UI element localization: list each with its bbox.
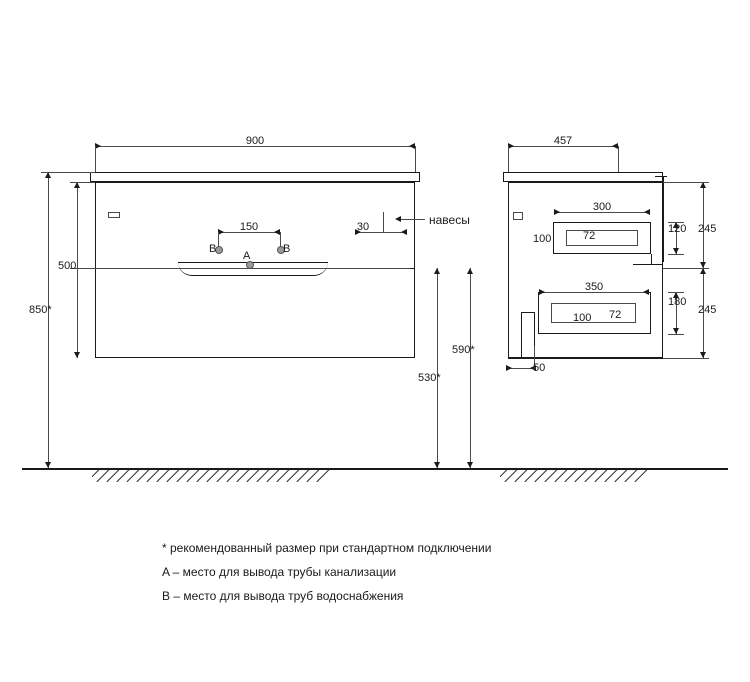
leg-bracket-v [521,312,522,358]
lower-drawer-inner [551,303,636,323]
dim-arrow-up-530 [434,268,440,274]
label-A-drain: A [243,250,251,262]
legend-line-2: A – место для вывода трубы канализации [162,565,397,579]
legend-line-1: * рекомендованный размер при стандартном подключении [162,541,492,555]
leg-bracket-h-top [521,312,534,313]
dim-label-245-upper: 245 [698,223,717,235]
dim-label-350: 350 [584,281,604,293]
ext-line-120-bot [668,254,684,255]
dim-label-900: 900 [245,135,265,147]
ext-line-850-top [41,172,95,173]
dim-line-500 [77,182,78,358]
dim-line-530 [437,268,438,468]
ext-line-900-right [415,146,416,172]
ext-line-457-left [508,146,509,172]
callout-arrow [395,216,401,222]
leg-bracket-v2 [534,312,535,346]
dim-label-500: 500 [58,260,77,272]
wall-bracket-v [663,176,664,262]
dim-arrow-up-590 [467,268,473,274]
dim-label-850: 850* [29,304,52,316]
handle-notch-upper [108,212,120,218]
countertop [90,172,420,182]
ext-line-500-mid [70,268,410,269]
ext-line-180-bot [668,334,684,335]
dim-arrow-right-350 [643,289,649,295]
dim-arrow-right-30 [401,229,407,235]
ext-line-30 [383,212,384,232]
wall-bracket-h [655,176,667,177]
dim-label-245-lower: 245 [698,304,717,316]
upper-drawer-lip-h [633,264,663,265]
cabinet-bottom-side [508,358,663,359]
dim-label-50: 50 [533,362,546,374]
dim-label-457: 457 [553,135,573,147]
legend-line-3: B – место для вывода труб водоснабжения [162,589,404,603]
floor-hatch-left [92,470,342,482]
dim-label-100-upper: 100 [533,233,552,245]
hinge-notch-side [513,212,523,220]
dim-label-120: 120 [668,223,687,235]
ext-line-245-lower-bot [663,358,709,359]
ext-line-180-top [668,292,684,293]
dim-label-100-lower: 100 [573,312,592,324]
ext-line-245-upper-top [663,182,709,183]
ext-line-900-left [95,146,96,172]
dim-label-300: 300 [592,201,612,213]
callout-label-navesy: навесы [429,213,470,227]
callout-leader-line [397,219,425,220]
dim-label-30: 30 [356,221,370,233]
upper-drawer-inner [566,230,638,246]
ext-line-500-top [70,182,95,183]
label-B-right: B [283,243,291,255]
upper-drawer-lip-v [651,254,652,264]
dim-arrow-down-500 [74,352,80,358]
dim-label-530: 530* [418,372,441,384]
dim-line-850 [48,172,49,468]
dim-arrow-left-50 [506,365,512,371]
dim-line-590 [470,268,471,468]
dim-arrow-right-300 [644,209,650,215]
dim-label-72-upper: 72 [583,230,596,242]
dim-label-590: 590* [452,344,475,356]
dim-arrow-left-350 [539,289,545,295]
label-B-left: B [209,243,217,255]
dim-arrow-left-300 [554,209,560,215]
floor-hatch-right [500,470,660,482]
ext-line-457-right [618,146,619,172]
countertop-side [503,172,663,182]
dim-label-180: 180 [668,296,687,308]
dim-label-72-lower: 72 [609,309,622,321]
dim-label-150: 150 [239,221,259,233]
dim-arrow-up-245-lower [700,268,706,274]
